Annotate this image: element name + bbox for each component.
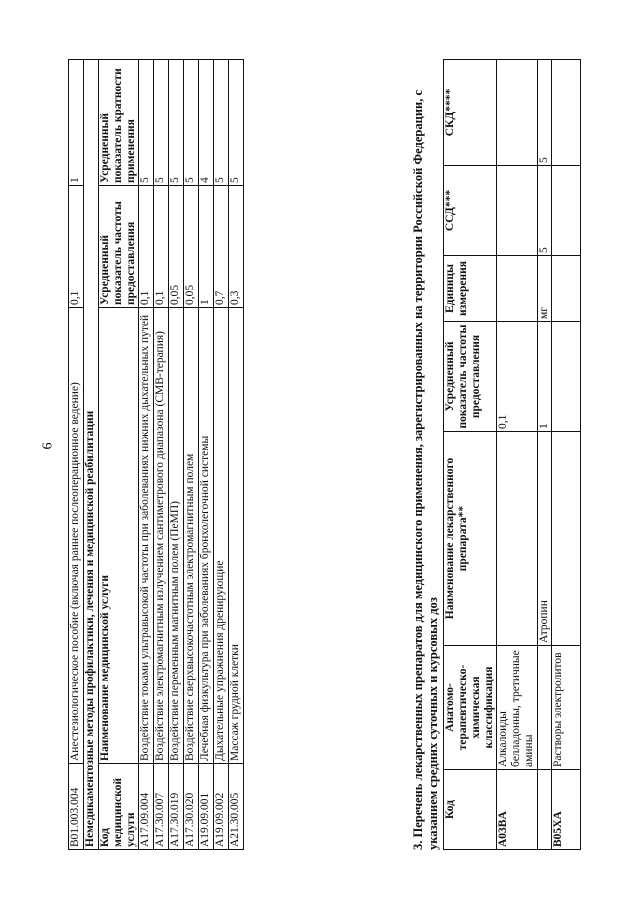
- drug-ssd: [552, 166, 581, 256]
- drug-ssd: 5: [538, 166, 552, 256]
- service-frequency: 0,1: [154, 186, 169, 308]
- table-row: [552, 60, 581, 850]
- service-multiplicity: 4: [199, 60, 214, 186]
- service-multiplicity: 5: [229, 60, 244, 186]
- service-frequency: 1: [199, 186, 214, 308]
- service-code: A17.30.007: [154, 764, 169, 850]
- drug-skd: [497, 60, 538, 166]
- header-code: Код медицинской услуги: [99, 764, 139, 850]
- table-row: [497, 60, 538, 850]
- section-title-row: [84, 60, 99, 850]
- service-name: Лечебная физкультура при заболеваниях бронхолегочной системы: [199, 308, 214, 764]
- table-row: [214, 60, 229, 850]
- drug-atc: Растворы электролитов: [552, 646, 581, 770]
- service-name: Воздействие токами ультравысокой частоты при заболеваниях нижних дыхательных путей: [139, 308, 154, 764]
- drug-frequency: 0,1: [497, 322, 538, 432]
- service-name: Воздействие электромагнитным излучением сантиметрового диапазона (СМВ-терапия): [154, 308, 169, 764]
- header-multiplicity: Усредненный показатель кратности применения: [99, 60, 139, 186]
- drug-code: [538, 770, 552, 850]
- table-row: [229, 60, 244, 850]
- drug-frequency: [552, 322, 581, 432]
- header-frequency: Усредненный показатель частоты предоставления: [99, 186, 139, 308]
- service-name: Массаж грудной клетки: [229, 308, 244, 764]
- service-multiplicity: 5: [139, 60, 154, 186]
- service-name: Дыхательные упражнения дренирующие: [214, 308, 229, 764]
- drug-atc: Алкалоиды белладонны, третичные амины: [497, 646, 538, 770]
- drug-skd: 5: [538, 60, 552, 166]
- service-multiplicity: 5: [184, 60, 199, 186]
- table-row: [199, 60, 214, 850]
- header-row: [444, 60, 497, 850]
- table-row: [169, 60, 184, 850]
- header-atc: Анатомо-терапевтическо-химическая классификация: [444, 646, 497, 770]
- drug-unit: [552, 256, 581, 322]
- header-unit: Единицы измерения: [444, 256, 497, 322]
- header-drug: Наименование лекарственного препарата**: [444, 432, 497, 646]
- service-multiplicity: 5: [214, 60, 229, 186]
- table-row: [154, 60, 169, 850]
- service-code: A21.30.005: [229, 764, 244, 850]
- service-frequency: 0,05: [169, 186, 184, 308]
- service-frequency: 0,05: [184, 186, 199, 308]
- service-code: A17.30.020: [184, 764, 199, 850]
- page-number: 6: [40, 442, 56, 450]
- service-name: Анестезиологическое пособие (включая раннее послеоперационное ведение): [69, 308, 84, 764]
- service-code: A19.09.001: [199, 764, 214, 850]
- rotated-content: [68, 60, 633, 850]
- header-ssd: ССД***: [444, 166, 497, 256]
- service-name: Воздействие переменным магнитным полем (ПеМП): [169, 308, 184, 764]
- drug-name: Атропин: [538, 432, 552, 646]
- drug-code: A03BA: [497, 770, 538, 850]
- drug-name: [552, 432, 581, 646]
- service-code: A17.09.004: [139, 764, 154, 850]
- header-frequency: Усредненный показатель частоты предоставления: [444, 322, 497, 432]
- services-table: [68, 59, 244, 850]
- header-skd: СКД****: [444, 60, 497, 166]
- drug-frequency: 1: [538, 322, 552, 432]
- drug-name: [497, 432, 538, 646]
- service-multiplicity: 1: [69, 60, 84, 186]
- service-code: A17.30.019: [169, 764, 184, 850]
- drug-atc: [538, 646, 552, 770]
- header-name: Наименование медицинской услуги: [99, 308, 139, 764]
- drug-unit: [497, 256, 538, 322]
- table-row: [69, 60, 84, 850]
- service-frequency: 0,1: [69, 186, 84, 308]
- service-frequency: 0,7: [214, 186, 229, 308]
- table-row: [538, 60, 552, 850]
- table-row: [184, 60, 199, 850]
- service-code: B01.003.004: [69, 764, 84, 850]
- table-row: [139, 60, 154, 850]
- service-multiplicity: 5: [169, 60, 184, 186]
- section3-title: 3. Перечень лекарственных препаратов для медицинского применения, зарегистрированных на территории Российской Федерации, с указанием средних суточных и курсовых доз: [411, 89, 440, 850]
- section-title: Немедикаментозные методы профилактики, лечения и медицинской реабилитации: [84, 60, 99, 850]
- drug-code: B05XA: [552, 770, 581, 850]
- header-row: [99, 60, 139, 850]
- service-multiplicity: 5: [154, 60, 169, 186]
- service-frequency: 0,3: [229, 186, 244, 308]
- header-code: Код: [444, 770, 497, 850]
- drug-skd: [552, 60, 581, 166]
- drug-unit: мг: [538, 256, 552, 322]
- service-code: A19.09.002: [214, 764, 229, 850]
- drugs-table: [443, 59, 581, 850]
- drug-ssd: [497, 166, 538, 256]
- service-name: Воздействие сверхвысокочастотным электромагнитным полем: [184, 308, 199, 764]
- service-frequency: 0,1: [139, 186, 154, 308]
